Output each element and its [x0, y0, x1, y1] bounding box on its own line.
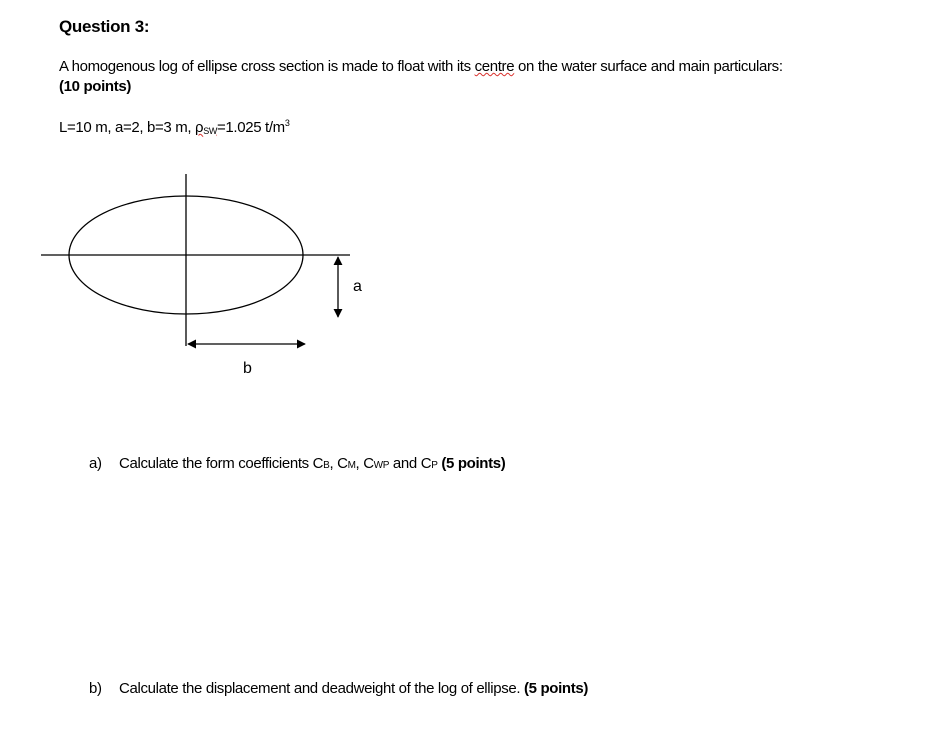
part-a-prompt: Calculate the form coefficients [119, 455, 313, 472]
coef-cwp-letter: C [363, 455, 374, 472]
part-b-prompt: Calculate the displacement and deadweight of the log of ellipse. [119, 680, 525, 697]
coef-cwp-sub: WP [373, 460, 390, 471]
label-a: a [353, 278, 362, 295]
coef-cwp [363, 455, 389, 472]
part-b-points: (5 points) [524, 680, 589, 697]
spelling-flag-centre: centre [474, 58, 515, 75]
question-points: (10 points) [59, 78, 131, 95]
rho-value: =1.025 t/m [217, 119, 285, 136]
coef-cb [313, 455, 330, 472]
part-b-marker: b) [89, 680, 102, 697]
coef-cm-letter: C [337, 455, 348, 472]
intro-text-start: A homogenous log of ellipse cross section is made to float with its [59, 58, 475, 75]
intro-text-end: on the water surface and main particulars: [514, 58, 783, 75]
coef-cm-sub: M [347, 460, 356, 471]
coef-cp-letter: C [420, 455, 432, 472]
unit-superscript: 3 [284, 118, 290, 128]
question-intro [59, 58, 783, 75]
coef-cb-letter: C [312, 455, 324, 472]
rho-letter: ρ [195, 119, 204, 136]
part-a-marker: a) [89, 455, 102, 472]
coef-cb-sub: B [323, 460, 330, 471]
rho-subscript: SW [203, 126, 218, 136]
coef-cp-sub: P [431, 460, 438, 471]
coef-cp [421, 455, 438, 472]
part-b-text [119, 680, 588, 697]
ellipse-cross-section-figure [0, 160, 420, 390]
particulars-prefix: L=10 m, a=2, b=3 m, [59, 119, 196, 136]
rho-symbol [195, 119, 217, 136]
label-b: b [243, 360, 252, 377]
coef-cm [337, 455, 355, 472]
part-a-points: (5 points) [441, 455, 506, 472]
sep-1: , [329, 455, 338, 472]
sep-3: and [389, 455, 421, 472]
question-title: Question 3: [59, 17, 150, 36]
particulars-line [59, 118, 289, 136]
part-a-text [119, 455, 505, 472]
sep-2: , [355, 455, 364, 472]
